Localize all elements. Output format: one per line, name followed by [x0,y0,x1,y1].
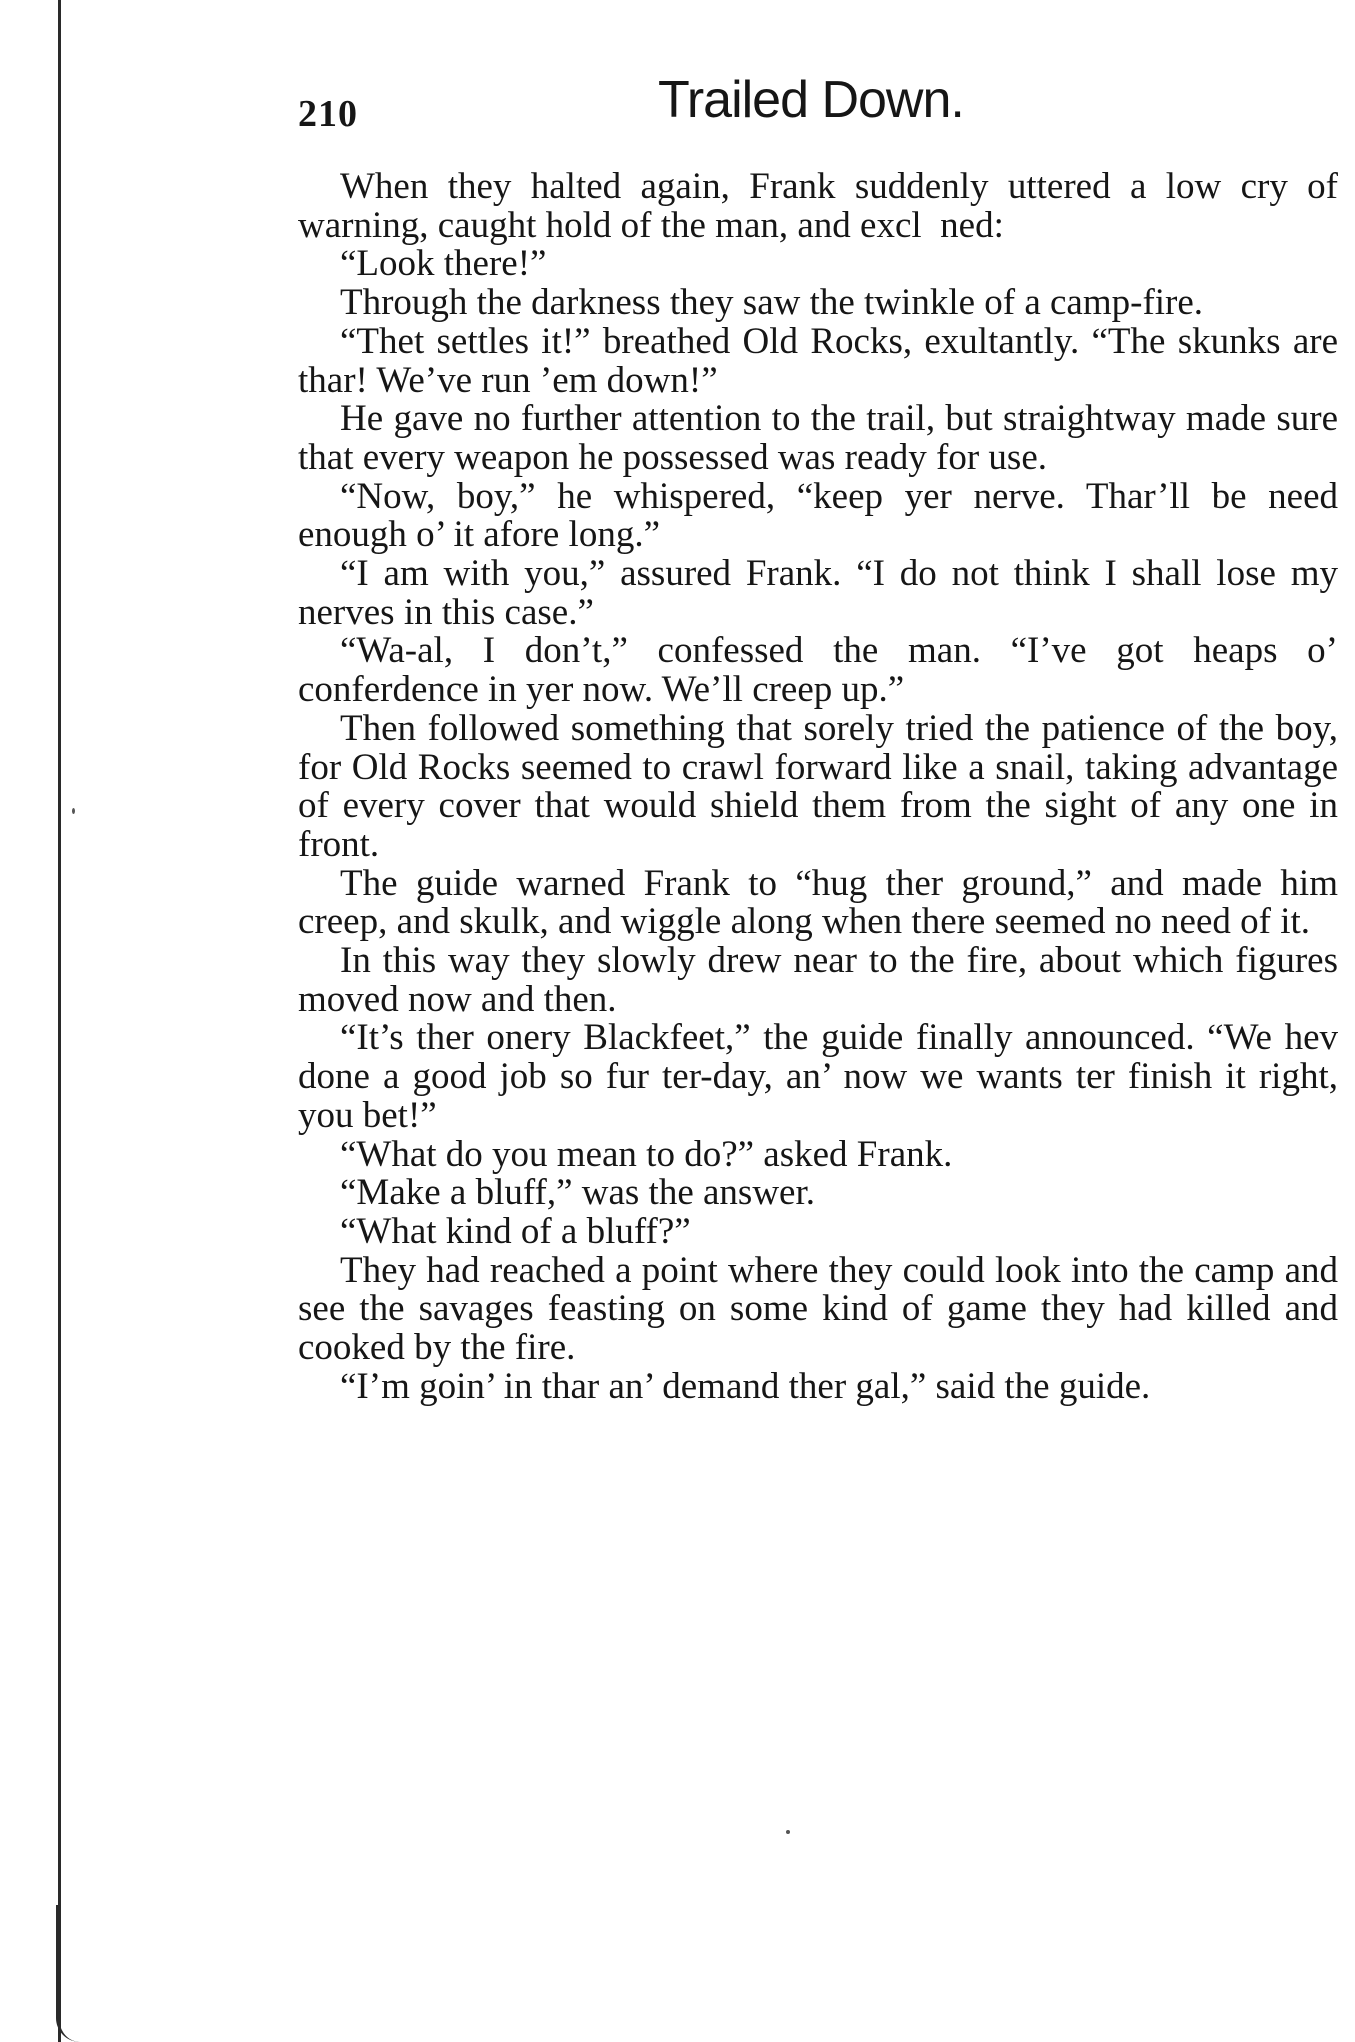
paragraph: “Now, boy,” he whispered, “keep yer nerve. Thar’ll be need enough o’ it afore long.” [298,475,1338,556]
page-header [298,70,1338,156]
paragraph: “What do you mean to do?” asked Frank. [340,1133,953,1175]
page-binding-edge [58,0,61,2042]
paragraph: “Look there!” [340,243,547,285]
paragraph: When they halted again, Frank suddenly uttered a low cry of warning, caught hold of the man, and excl ned: [298,166,1338,246]
paragraph: “Wa-al, I don’t,” confessed the man. “I’ve got heaps o’ conferdence in yer now. We’ll creep up.” [298,630,1338,711]
paragraph: “I’m goin’ in thar an’ demand ther gal,” said the guide. [340,1365,1151,1407]
paragraph: “Thet settles it!” breathed Old Rocks, exultantly. “The skunks are thar! We’ve run ’em down!” [298,320,1338,401]
book-page [298,70,1338,1407]
paragraph: “I am with you,” assured Frank. “I do not think I shall lose my nerves in this case.” [298,553,1338,633]
paragraph: Then followed something that sorely tried the patience of the boy, for Old Rocks seemed to crawl forward like a snail, taking advantage of every cover that would shield them from the sight of any one in front. [298,707,1338,865]
paragraph: “What kind of a bluff?” [340,1210,691,1252]
page-binding-curl [56,1905,81,2042]
page-number: 210 [298,93,358,135]
paragraph: They had reached a point where they could look into the camp and see the savages feasting on some kind of game they had killed and cooked by the fire. [298,1249,1338,1369]
paper-speck [72,808,75,814]
paragraph: Through the darkness they saw the twinkle of a camp-fire. [340,282,1204,324]
paper-speck [786,1830,790,1834]
paragraph: In this way they slowly drew near to the fire, about which figures moved now and then. [298,940,1338,1020]
paragraph: “Make a bluff,” was the answer. [340,1172,816,1214]
body-text [298,168,1338,1407]
paragraph: The guide warned Frank to “hug ther ground,” and made him creep, and skulk, and wiggle along when there seemed no need of it. [298,862,1338,943]
paragraph: “It’s ther onery Blackfeet,” the guide finally announced. “We hev done a good job so fur ter-day, an’ now we wants ter finish it right, you bet!” [298,1017,1338,1136]
running-title: Trailed Down. [658,71,964,129]
paragraph: He gave no further attention to the trail, but straightway made sure that every weapon he possessed was ready for use. [298,398,1338,478]
